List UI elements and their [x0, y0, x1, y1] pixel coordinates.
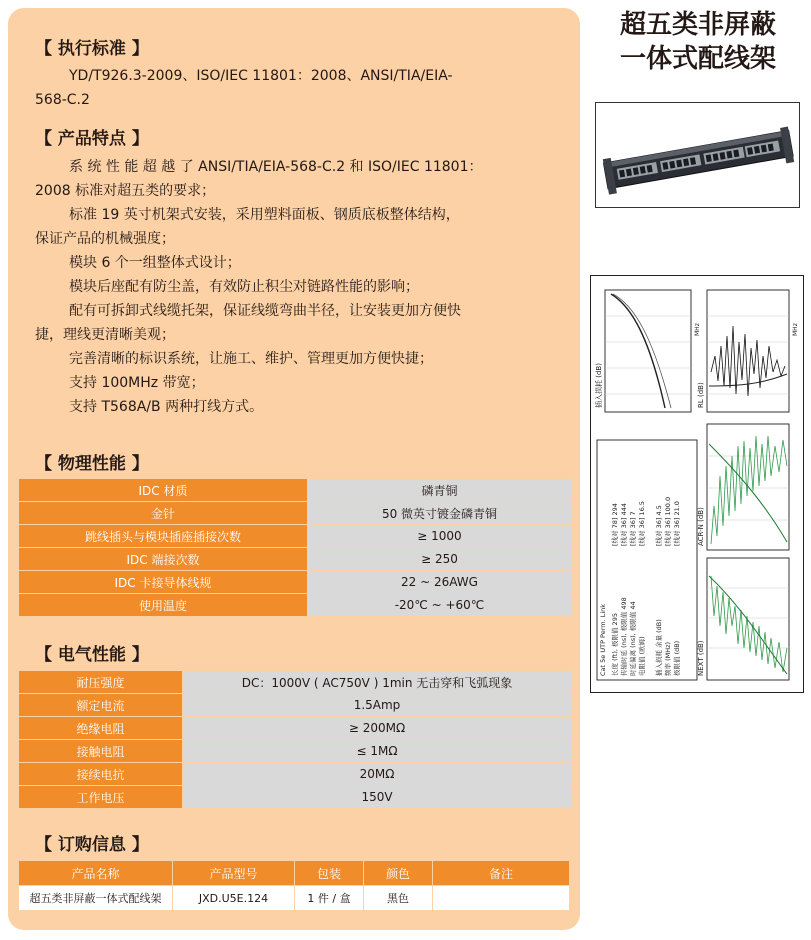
physical-label: 使用温度: [19, 594, 308, 617]
physical-label: IDC 材质: [19, 479, 308, 502]
electrical-value: 20MΩ: [183, 763, 572, 786]
report-row: 极限值 (dB): [673, 640, 681, 676]
report-col: [线对 36] 7: [629, 511, 637, 546]
report-col: [线对 36] 444: [620, 503, 628, 546]
electrical-label: 接续电抗: [19, 763, 183, 786]
electrical-label: 绝缘电阻: [19, 717, 183, 740]
electrical-value: 150V: [183, 786, 572, 809]
ordering-header: 颜色: [364, 861, 433, 886]
standard-text: [35, 64, 555, 112]
electrical-value: DC：1000V ( AC750V ) 1min 无击穿和飞弧现象: [183, 671, 572, 694]
table-header-row: [19, 861, 570, 886]
table-row: [19, 548, 572, 571]
ordering-cell: [433, 886, 570, 911]
feature-line: 模块后座配有防尘盖，有效防止积尘对链路性能的影响；: [69, 279, 419, 295]
report-row: 长度 (ft), 极限值 295: [611, 613, 619, 676]
report-col: [线对 36] 21.0: [673, 501, 681, 546]
features-heading: 【 产品特点 】: [35, 129, 149, 149]
table-row: [19, 886, 570, 911]
physical-value: 磷青铜: [308, 479, 572, 502]
table-row: [19, 740, 572, 763]
standard-line: YD/T926.3-2009、ISO/IEC 11801：2008、ANSI/TIA/EIA-: [69, 68, 453, 84]
electrical-label: 接触电阻: [19, 740, 183, 763]
report-col: [线对 36] 100.0: [664, 496, 672, 546]
table-row: [19, 525, 572, 548]
table-row: [19, 671, 572, 694]
standard-line: 568-C.2: [35, 92, 90, 108]
graph-label: 插入损耗 (dB): [595, 363, 603, 408]
feature-line: 2008 标准对超五类的要求；: [35, 183, 216, 199]
graph-label: ACR-N (dB): [697, 507, 705, 546]
table-row: [19, 571, 572, 594]
product-title: [598, 8, 798, 76]
ordering-cell: JXD.U5E.124: [173, 886, 295, 911]
table-row: [19, 694, 572, 717]
standard-heading: 【 执行标准 】: [35, 39, 149, 59]
physical-label: 金针: [19, 502, 308, 525]
feature-line: 支持 100MHz 带宽；: [69, 375, 205, 391]
feature-line: 支持 T568A/B 两种打线方式。: [69, 399, 264, 415]
physical-value: ≥ 1000: [308, 525, 572, 548]
ordering-header: 备注: [433, 861, 570, 886]
physical-value: 50 微英寸镀金磷青铜: [308, 502, 572, 525]
patch-panel-image: [596, 103, 799, 207]
electrical-label: 额定电流: [19, 694, 183, 717]
feature-line: 配有可拆卸式线缆托架，保证线缆弯曲半径，让安装更加方便快: [69, 303, 461, 319]
physical-value: -20℃ ~ +60℃: [308, 594, 572, 617]
electrical-label: 工作电压: [19, 786, 183, 809]
ordering-cell: 1 件 / 盒: [295, 886, 364, 911]
physical-value: 22 ~ 26AWG: [308, 571, 572, 594]
physical-label: IDC 端接次数: [19, 548, 308, 571]
electrical-value: ≤ 1MΩ: [183, 740, 572, 763]
report-row: 电阻值 (欧姆): [638, 636, 646, 676]
report-col: [线对 36] 4.5: [655, 505, 663, 546]
ordering-header: 包装: [295, 861, 364, 886]
table-row: [19, 717, 572, 740]
product-title-line: 一体式配线架: [619, 44, 776, 74]
graph-label: NEXT (dB): [697, 640, 705, 676]
electrical-value: ≥ 200MΩ: [183, 717, 572, 740]
table-row: [19, 594, 572, 617]
physical-value: ≥ 250: [308, 548, 572, 571]
physical-table: [18, 478, 572, 617]
feature-line: 完善清晰的标识系统，让施工、维护、管理更加方便快捷；: [69, 351, 433, 367]
feature-line: 系 统 性 能 超 越 了 ANSI/TIA/EIA-568-C.2 和 ISO/IEC 11801：: [69, 159, 483, 175]
feature-line: 标准 19 英寸机架式安装，采用塑料面板、钢质底板整体结构，: [69, 207, 460, 223]
product-photo: [595, 102, 800, 208]
report-row: 时延偏离 (ns), 极限值 44: [629, 601, 637, 676]
graph-label: RL (dB): [697, 382, 705, 408]
features-text: [35, 155, 563, 419]
ordering-heading: 【 订购信息 】: [35, 835, 149, 855]
table-row: [19, 763, 572, 786]
feature-line: 模块 6 个一组整体式设计；: [69, 255, 241, 271]
report-row: 频率 (MHz): [664, 641, 672, 676]
report-row: 传输时延 (ns), 极限值 498: [620, 597, 628, 676]
test-report: [590, 275, 804, 693]
ordering-cell: 黑色: [364, 886, 433, 911]
axis-unit-label: MHz: [792, 323, 799, 336]
electrical-table: [18, 670, 572, 809]
product-title-line: 超五类非屏蔽: [619, 10, 776, 40]
ordering-header: 产品名称: [19, 861, 173, 886]
test-report-graphs: [591, 276, 803, 692]
feature-line: 保证产品的机械强度；: [35, 231, 175, 247]
electrical-label: 耐压强度: [19, 671, 183, 694]
table-row: [19, 502, 572, 525]
axis-unit-label: MHz: [694, 323, 701, 336]
physical-label: 跳线插头与模块插座插接次数: [19, 525, 308, 548]
report-row: 插入损耗 余量 (dB): [655, 619, 663, 676]
ordering-cell: 超五类非屏蔽一体式配线架: [19, 886, 173, 911]
electrical-heading: 【 电气性能 】: [35, 645, 149, 665]
electrical-value: 1.5Amp: [183, 694, 572, 717]
table-row: [19, 786, 572, 809]
table-row: [19, 479, 572, 502]
physical-label: IDC 卡接导体线规: [19, 571, 308, 594]
feature-line: 捷，理线更清晰美观；: [35, 327, 175, 343]
report-header: Cat 5e UTP Perm. Link: [599, 603, 607, 676]
ordering-header: 产品型号: [173, 861, 295, 886]
report-col: [线对 78] 294: [611, 503, 619, 546]
ordering-table: [18, 860, 570, 911]
physical-heading: 【 物理性能 】: [35, 454, 149, 474]
report-col: [线对 36] 16.5: [638, 501, 646, 546]
